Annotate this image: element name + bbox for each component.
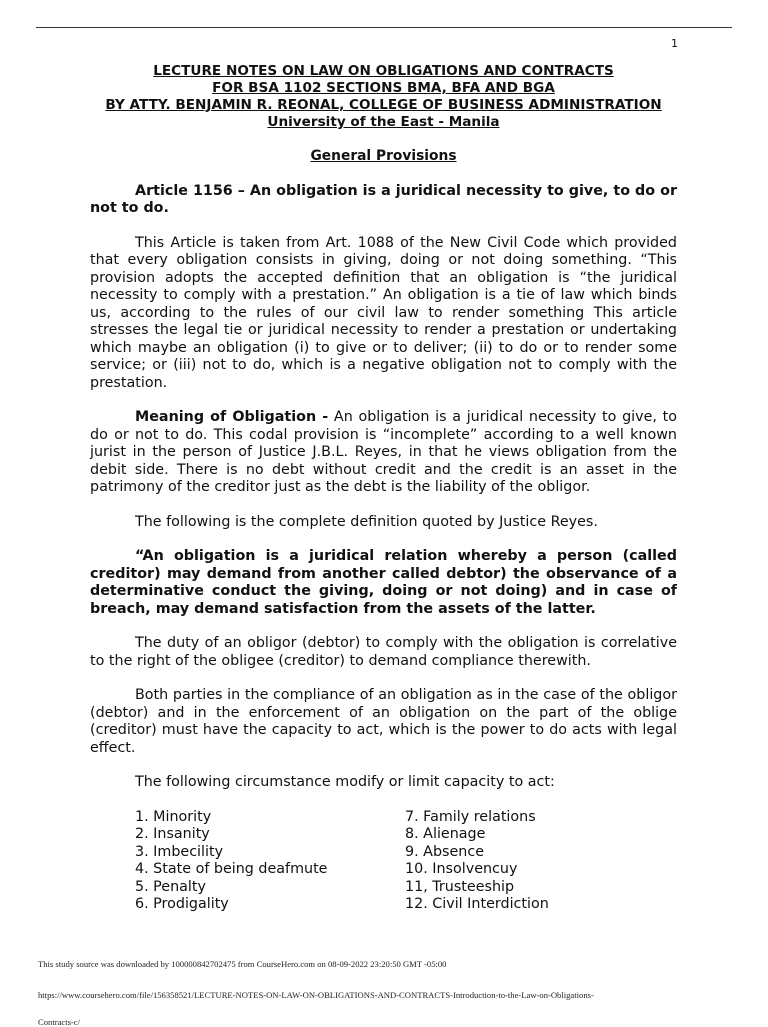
paragraph-capacity-to-act: Both parties in the compliance of an obligation as in the case of the obligor (debtor) and in the enforcement of an obligation on the part of the oblige (creditor) must have the capacity to act, which is the power to do acts with legal effect. — [90, 687, 677, 756]
circumstances-list-right — [405, 809, 549, 914]
download-notice: This study source was downloaded by 100000842702475 from CourseHero.com on 08-09-2022 23:20:50 GMT -05:00 — [38, 959, 447, 969]
list-item: 11, Trusteeship — [405, 878, 515, 895]
circumstances-list — [90, 809, 677, 914]
header-line-1: LECTURE NOTES ON LAW ON OBLIGATIONS AND CONTRACTS — [153, 63, 614, 79]
header-line-4: University of the East - Manila — [267, 114, 500, 130]
header-line-3: BY ATTY. BENJAMIN R. REONAL, COLLEGE OF BUSINESS ADMINISTRATION — [105, 97, 662, 113]
meaning-body: An obligation is a juridical necessity to give, to do or not to do. This codal provision is “incomplete” according to a well known jurist in the person of Justice J.B.L. Reyes, in that he views obligation from the debit side. There is no debt without credit and the credit is an asset in the patrimony of the creditor just as the debt is the liability of the obligor. — [90, 409, 677, 495]
paragraph-duty-of-obligor: The duty of an obligor (debtor) to comply with the obligation is correlative to the right of the obligee (creditor) to demand compliance therewith. — [90, 635, 677, 669]
article-heading: Article 1156 – An obligation is a juridical necessity to give, to do or not to do. — [90, 182, 677, 216]
document-header — [90, 63, 677, 131]
source-url-continued: Contracts-c/ — [38, 1017, 80, 1027]
list-item: 12. Civil Interdiction — [405, 896, 549, 912]
meaning-label: Meaning of Obligation - — [135, 409, 329, 425]
section-title: General Provisions — [310, 148, 457, 164]
header-line-2: FOR BSA 1102 SECTIONS BMA, BFA AND BGA — [212, 80, 555, 96]
paragraph-article-explanation: This Article is taken from Art. 1088 of the New Civil Code which provided that every obligation consists in giving, doing or not doing something. “This provision adopts the accepted definition that an obligation is “the juridical necessity to comply with a prestation.” An obligation is a tie of law which binds us, according to the rules of our civil law to render something This article stresses the legal tie or juridical necessity to render a prestation or undertaking which maybe an obligation (i) to give or to deliver; (ii) to do or to render some service; or (iii) not to do, which is a negative obligation not to comply with the prestation. — [90, 234, 677, 391]
document-body — [90, 63, 677, 914]
list-item: 2. Insanity — [135, 826, 210, 842]
top-divider — [36, 27, 732, 28]
list-item: 7. Family relations — [405, 808, 536, 825]
list-item: 1. Minority — [135, 808, 212, 825]
paragraph-circumstances-intro: The following circumstance modify or limit capacity to act: — [135, 774, 555, 790]
paragraph-complete-definition-intro: The following is the complete definition quoted by Justice Reyes. — [135, 513, 598, 530]
list-item: 5. Penalty — [135, 878, 206, 895]
circumstances-list-left — [90, 809, 405, 914]
paragraph-quoted-definition: “An obligation is a juridical relation whereby a person (called creditor) may demand from another called debtor) the observance of a determinative conduct the giving, doing or not doing) and in case of breach, may demand satisfaction from the assets of the latter. — [90, 548, 677, 617]
page-number: 1 — [671, 37, 678, 50]
list-item: 6. Prodigality — [135, 896, 229, 912]
list-item: 9. Absence — [405, 843, 485, 860]
list-item: 8. Alienage — [405, 826, 486, 842]
list-item: 3. Imbecility — [135, 843, 224, 860]
source-url: https://www.coursehero.com/file/156358521/LECTURE-NOTES-ON-LAW-ON-OBLIGATIONS-AND-CONTRACTS-Introduction-to-the-Law-on-Obligations- — [38, 990, 594, 1000]
list-item: 10. Insolvencuy — [405, 861, 518, 877]
list-item: 4. State of being deafmute — [135, 861, 328, 877]
paragraph-meaning-of-obligation — [90, 409, 677, 497]
